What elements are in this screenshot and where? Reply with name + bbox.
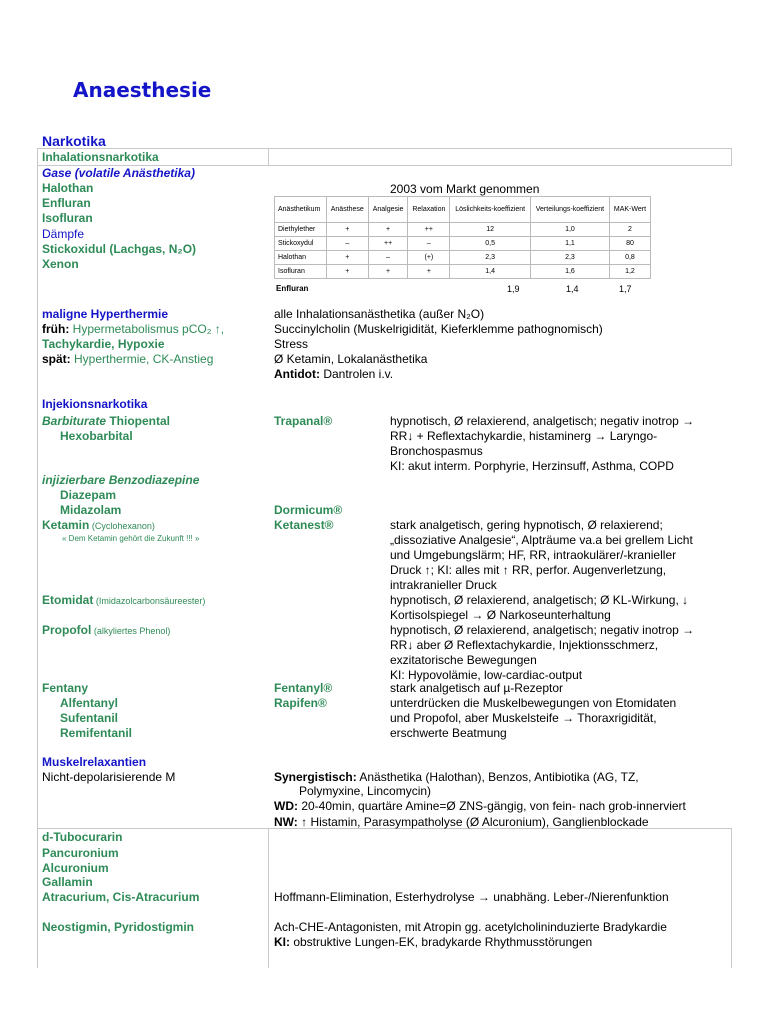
drug-pancuronium: Pancuronium [42, 846, 119, 860]
drug-xenon: Xenon [42, 257, 79, 271]
hyper-antidot [274, 367, 393, 381]
rule-line [37, 148, 732, 149]
hyperthermie-title: maligne Hyperthermie [42, 307, 169, 321]
drug-atracurium: Atracurium, Cis-Atracurium [42, 890, 200, 904]
mak-header-cell: Anästhetikum [275, 197, 327, 223]
spaet-label: spät: [42, 352, 71, 366]
hyper-trigger-2: Succinylcholin (Muskelrigidität, Kieferklemme pathognomisch) [274, 322, 603, 336]
mak-header-cell: Analgesie [368, 197, 408, 223]
mak-cell: 1,1 [530, 237, 609, 251]
mak-cell: 1,4 [450, 265, 531, 279]
section-narkotika: Narkotika [42, 133, 106, 149]
ketamin-desc-1: stark analgetisch, gering hypnotisch, Ø relaxierend; [390, 518, 663, 532]
drug-ketamin [42, 518, 155, 533]
barbiturate-desc-4: KI: akut interm. Porphyrie, Herzinsuff, Asthma, COPD [390, 459, 674, 473]
mak-cell: 1,0 [530, 223, 609, 237]
neo-ki-line [274, 935, 592, 949]
drug-diazepam: Diazepam [60, 488, 117, 502]
mak-cell: Halothan [275, 251, 327, 265]
barbiturate-desc-2: RR↓ + Reflextachykardie, histaminerg → Laryngo- [390, 429, 658, 443]
wd-label: WD: [274, 799, 298, 813]
mak-cell: ++ [408, 223, 450, 237]
ketamin-name: Ketamin [42, 518, 90, 532]
mak-header-cell: Löslichkeits-koeffizient [450, 197, 531, 223]
mak-cell: 80 [609, 237, 650, 251]
mak-header-cell: Relaxation [408, 197, 450, 223]
hoffmann-elimination: Hoffmann-Elimination, Esterhydrolyse → unabhäng. Leber-/Nierenfunktion [274, 890, 669, 904]
etomidat-desc-1: hypnotisch, Ø relaxierend, analgetisch; Ø KL-Wirkung, ↓ [390, 593, 689, 607]
drug-tubocurarin: d-Tubocurarin [42, 830, 123, 844]
mak-cell: (+) [408, 251, 450, 265]
ketamin-quote: « Dem Ketamin gehört die Zukunft !!! » [62, 534, 200, 543]
mak-header-cell: Verteilungs-koeffizient [530, 197, 609, 223]
mak-enfluran-value: 1,7 [619, 284, 632, 294]
mak-row [275, 237, 651, 251]
drug-etomidat [42, 593, 205, 608]
ketamin-desc-4: Druck ↑; KI: alles mit ↑ RR, perfor. Augenverletzung, [390, 563, 667, 577]
barbiturate-desc-3: Bronchospasmus [390, 444, 483, 458]
frueh-text: Hypermetabolismus pCO₂ ↑, [69, 322, 225, 336]
ketamin-desc-3: und Umgebungslärm; HF, RR, intraokulärer/-kranieller [390, 548, 677, 562]
propofol-desc-3: exzitatorische Bewegungen [390, 653, 537, 667]
drug-neostigmin: Neostigmin, Pyridostigmin [42, 920, 195, 934]
hyperthermie-frueh [42, 322, 224, 336]
barbiturate-label: Barbiturate [42, 414, 107, 428]
etomidat-name: Etomidat [42, 593, 94, 607]
drug-gallamin: Gallamin [42, 875, 93, 889]
mak-enfluran-value: 1,9 [507, 284, 520, 294]
mak-cell: Diethylether [275, 223, 327, 237]
mak-row [275, 251, 651, 265]
mak-cell: 1,2 [609, 265, 650, 279]
hyper-trigger-1: alle Inhalationsanästhetika (außer N₂O) [274, 307, 485, 321]
spaet-text: Hyperthermie, CK-Anstieg [70, 352, 214, 366]
mak-enfluran-value: 1,4 [566, 284, 579, 294]
fentany-desc-4: erschwerte Beatmung [390, 726, 507, 740]
nicht-depolarisierende: Nicht-depolarisierende M [42, 770, 176, 784]
mak-cell: + [368, 223, 408, 237]
mak-header-cell: MAK-Wert [609, 197, 650, 223]
mak-cell: 1,6 [530, 265, 609, 279]
mak-cell: + [326, 251, 368, 265]
page-title: Anaesthesie [73, 78, 212, 102]
gase-heading: Gase (volatile Anästhetika) [42, 166, 195, 180]
fentany-desc-3: und Propofol, aber Muskelsteife → Thoraxrigidität, [390, 711, 657, 725]
synergistisch-label: Synergistisch: [274, 770, 357, 784]
inhalations-header: Inhalationsnarkotika [42, 150, 159, 164]
drug-remifentanil: Remifentanil [60, 726, 133, 740]
etomidat-desc-2: Kortisolspiegel → Ø Narkoseunterhaltung [390, 608, 611, 622]
mak-cell: + [408, 265, 450, 279]
fentany-desc-2: unterdrücken die Muskelbewegungen von Etomidaten [390, 696, 677, 710]
column-divider [268, 828, 269, 968]
wd-text: 20-40min, quartäre Amine=Ø ZNS-gängig, von fein- nach grob-innerviert [298, 799, 686, 813]
antidot-label: Antidot: [274, 367, 320, 381]
brand-dormicum: Dormicum® [274, 503, 343, 517]
nw-text: ↑ Histamin, Parasympatholyse (Ø Alcuronium), Ganglienblockade [297, 815, 649, 829]
drug-fentany: Fentany [42, 681, 89, 695]
column-divider [268, 148, 269, 166]
column-divider [731, 148, 732, 166]
mak-header-row [275, 197, 651, 223]
mak-row [275, 265, 651, 279]
hyperthermie-tachy: Tachykardie, Hypoxie [42, 337, 165, 351]
mak-cell: 12 [450, 223, 531, 237]
mak-cell: + [326, 265, 368, 279]
mak-cell: 0,8 [609, 251, 650, 265]
nw-label: NW: [274, 815, 298, 829]
wd-line [274, 799, 686, 813]
mak-row [275, 223, 651, 237]
brand-fentanyl: Fentanyl® [274, 681, 333, 695]
drug-propofol [42, 623, 170, 638]
ketamin-desc-2: „dissoziative Analgesie“, Alpträume va.a bei grellem Licht [390, 533, 693, 547]
synergistisch-line [274, 770, 639, 784]
mak-cell: – [368, 251, 408, 265]
mak-table [274, 196, 651, 279]
barbiturate-desc-1: hypnotisch, Ø relaxierend, analgetisch; negativ inotrop → [390, 414, 695, 428]
injektions-header: Injekionsnarkotika [42, 397, 148, 411]
drug-halothan: Halothan [42, 181, 94, 195]
markt-note: 2003 vom Markt genommen [390, 182, 540, 196]
mak-header-cell: Anästhese [326, 197, 368, 223]
ketamin-chem: (Cyclohexanon) [89, 521, 155, 531]
mak-cell: 0,5 [450, 237, 531, 251]
mak-cell: 2 [609, 223, 650, 237]
brand-trapanal: Trapanal® [274, 414, 333, 428]
hyperthermie-spaet [42, 352, 213, 366]
neo-ki-text: obstruktive Lungen-EK, bradykarde Rhythmusstörungen [290, 935, 593, 949]
mak-cell: + [326, 223, 368, 237]
brand-rapifen: Rapifen® [274, 696, 327, 710]
drug-isofluran: Isofluran [42, 211, 93, 225]
synergistisch-line-2: Polymyxine, Lincomycin) [299, 784, 432, 798]
fentany-desc-1: stark analgetisch auf µ-Rezeptor [390, 681, 563, 695]
drug-sufentanil: Sufentanil [60, 711, 119, 725]
mak-enfluran-label: Enfluran [276, 284, 309, 293]
hyper-trigger-3: Stress [274, 337, 309, 351]
propofol-desc-2: RR↓ aber Ø Reflextachykardie, Injektionsschmerz, [390, 638, 659, 652]
synergistisch-text: Anästhetika (Halothan), Benzos, Antibiotika (AG, TZ, [356, 770, 639, 784]
daempfe-label: Dämpfe [42, 227, 85, 241]
hyper-trigger-4: Ø Ketamin, Lokalanästhetika [274, 352, 428, 366]
drug-hexobarbital: Hexobarbital [60, 429, 133, 443]
column-divider [37, 148, 38, 968]
mak-cell: + [368, 265, 408, 279]
mak-cell: Stickoxydul [275, 237, 327, 251]
muskel-header: Muskelrelaxantien [42, 755, 147, 769]
column-divider [731, 828, 732, 968]
mak-cell: 2,3 [450, 251, 531, 265]
etomidat-chem: (Imidazolcarbonsäureester) [93, 596, 206, 606]
mak-cell: – [326, 237, 368, 251]
mak-cell: – [408, 237, 450, 251]
propofol-desc-4: KI: Hypovolämie, low-cardiac-output [390, 668, 583, 682]
ketamin-desc-5: intrakranieller Druck [390, 578, 497, 592]
benzo-heading: injizierbare Benzodiazepine [42, 473, 200, 487]
nw-line [274, 815, 649, 829]
mak-cell: 2,3 [530, 251, 609, 265]
drug-midazolam: Midazolam [60, 503, 122, 517]
thiopental-name: Thiopental [106, 414, 171, 428]
frueh-label: früh: [42, 322, 70, 336]
brand-ketanest: Ketanest® [274, 518, 334, 532]
propofol-name: Propofol [42, 623, 92, 637]
mak-cell: ++ [368, 237, 408, 251]
propofol-desc-1: hypnotisch, Ø relaxierend, analgetisch; negativ inotrop → [390, 623, 695, 637]
propofol-chem: (alkyliertes Phenol) [91, 626, 171, 636]
drug-alfentanyl: Alfentanyl [60, 696, 119, 710]
mak-cell: Isofluran [275, 265, 327, 279]
antidot-text: Dantrolen i.v. [319, 367, 394, 381]
neo-ki-label: KI: [274, 935, 290, 949]
drug-thiopental [42, 414, 170, 428]
neo-desc-1: Ach-CHE-Antagonisten, mit Atropin gg. acetylcholininduzierte Bradykardie [274, 920, 667, 934]
drug-stickoxidul: Stickoxidul (Lachgas, N₂O) [42, 242, 197, 256]
drug-enfluran: Enfluran [42, 196, 91, 210]
drug-alcuronium: Alcuronium [42, 861, 109, 875]
